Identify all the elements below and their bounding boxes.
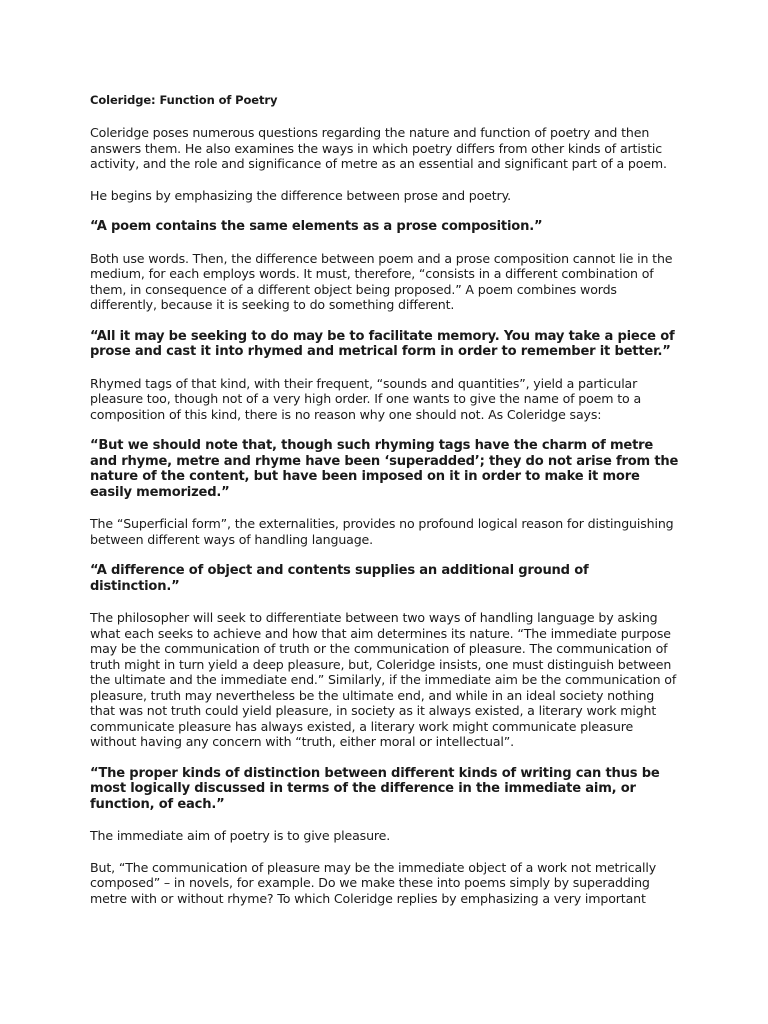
paragraph-both-use-words: Both use words. Then, the difference between poem and a prose composition cannot lie in the medium, for each employs words. It must, therefore, “consists in a different combination of them, in consequence of a different object being proposed.” A poem combines words differently, because it is seeking to do something different. <box>90 250 673 312</box>
paragraph-prose-poetry: He begins by emphasizing the difference between prose and poetry. <box>90 187 511 203</box>
paragraph-superficial-form: The “Superficial form”, the externalities, provides no profound logical reason for distinguishing between different ways of handling language. <box>90 516 674 547</box>
quote-difference-of-object: “A difference of object and contents supplies an additional ground of distinction.” <box>90 563 589 594</box>
document-title: Coleridge: Function of Poetry <box>90 93 278 107</box>
document-page <box>90 92 680 922</box>
paragraph-communication-pleasure: But, “The communication of pleasure may be the immediate object of a work not metrically composed” – in novels, for example. Do we make these into poems simply by superadding metre with or without rhyme? To which Coleridge replies by emphasizing a very important <box>90 859 657 906</box>
quote-proper-kinds: “The proper kinds of distinction between different kinds of writing can thus be most logically discussed in terms of the difference in the immediate aim, or function, of each.” <box>90 765 660 812</box>
paragraph-rhymed-tags: Rhymed tags of that kind, with their frequent, “sounds and quantities”, yield a particular pleasure too, though not of a very high order. If one wants to give the name of poem to a composition of this kind, there is no reason why one should not. As Coleridge says: <box>90 375 642 422</box>
paragraph-philosopher: The philosopher will seek to differentiate between two ways of handling language by asking what each seeks to achieve and how that aim determines its nature. “The immediate purpose may be the communication of truth or the communication of pleasure. The communication of truth might in turn yield a deep pleasure, but, Coleridge insists, one must distinguish between the ultimate and the immediate end.” Similarly, if the immediate aim be the communication of pleasure, truth may nevertheless be the ultimate end, and while in an ideal society nothing that was not truth could yield pleasure, in society as it always existed, a literary work might communicate pleasure has always existed, a literary work might communicate pleasure without having any concern with “truth, either moral or intellectual”. <box>90 610 677 749</box>
paragraph-intro: Coleridge poses numerous questions regarding the nature and function of poetry and then answers them. He also examines the ways in which poetry differs from other kinds of artistic activity, and the role and significance of metre as an essential and significant part of a poem. <box>90 125 667 171</box>
paragraph-immediate-aim: The immediate aim of poetry is to give pleasure. <box>90 828 391 843</box>
quote-same-elements: “A poem contains the same elements as a prose composition.” <box>90 219 543 234</box>
quote-superadded: “But we should note that, though such rhyming tags have the charm of metre and rhyme, metre and rhyme have been ‘superadded’; they do not arise from the nature of the content, but have been imposed on it in order to make it more easily memorized.” <box>90 438 679 500</box>
quote-facilitate-memory: “All it may be seeking to do may be to facilitate memory. You may take a piece of prose and cast it into rhymed and metrical form in order to remember it better.” <box>90 328 675 359</box>
